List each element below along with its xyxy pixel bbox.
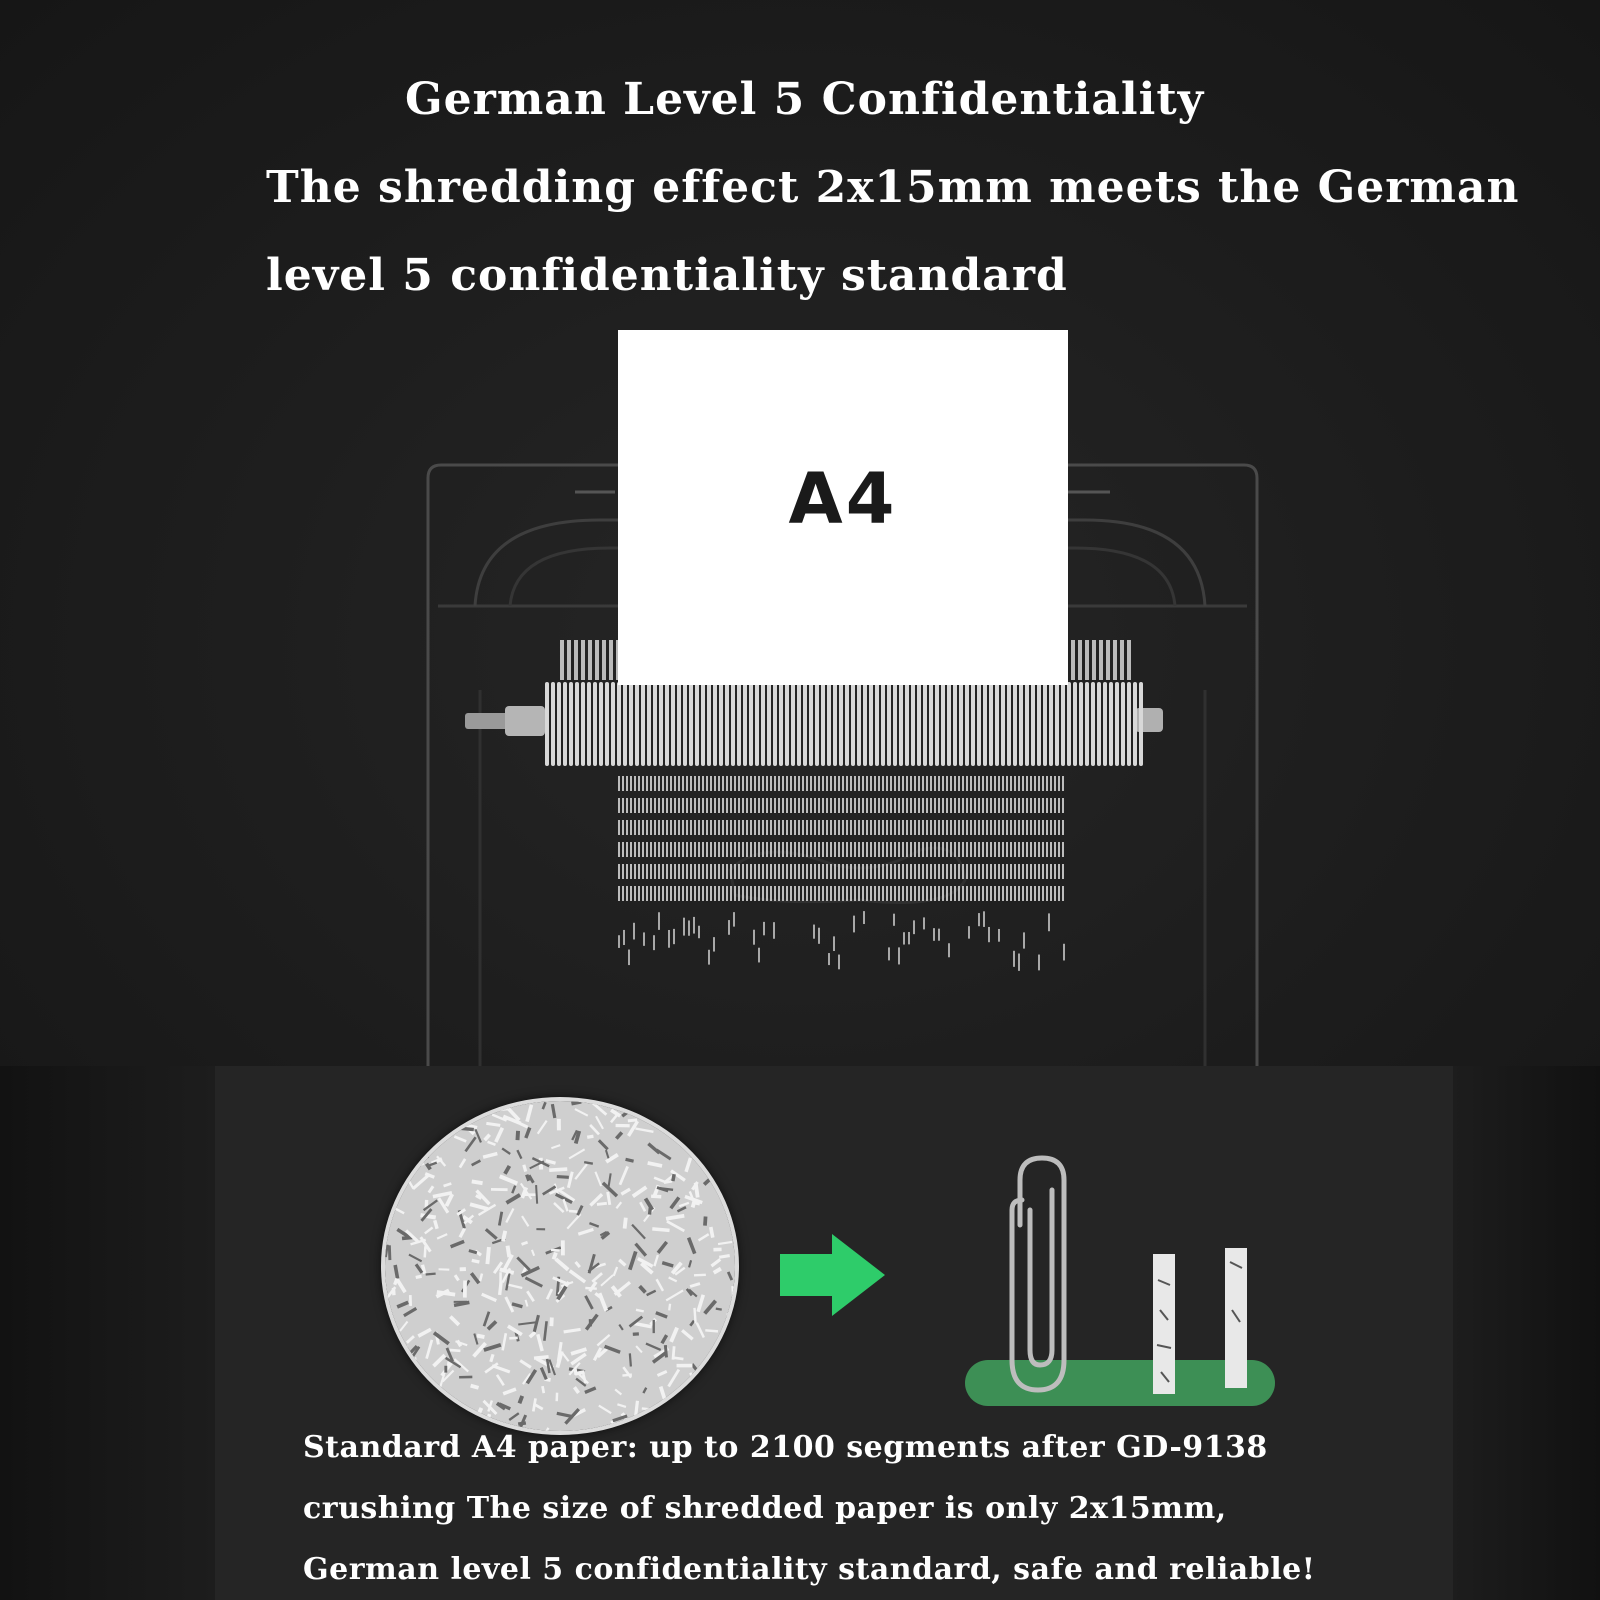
paperclip-icon (1012, 1158, 1064, 1390)
a4-paper-sheet (618, 330, 1068, 685)
size-comparison (960, 1150, 1280, 1410)
right-arrow-icon (780, 1234, 885, 1316)
shredded-strips (618, 776, 1065, 971)
shredded-paper-pile (381, 1097, 739, 1435)
subtitle-line-2: level 5 confidentiality standard (266, 250, 1068, 301)
subtitle-line-1: The shredding effect 2x15mm meets the German (266, 162, 1520, 213)
page-title: German Level 5 Confidentiality (405, 74, 1205, 125)
description-line-3: German level 5 confidentiality standard, safe and reliable! (303, 1552, 1316, 1587)
description-line-1: Standard A4 paper: up to 2100 segments after GD-9138 (303, 1430, 1268, 1465)
paper-label: A4 (788, 457, 898, 540)
description-line-2: crushing The size of shredded paper is only 2x15mm, (303, 1491, 1227, 1526)
background-bottom-left (0, 1066, 215, 1600)
background-bottom-right (1453, 1066, 1600, 1600)
